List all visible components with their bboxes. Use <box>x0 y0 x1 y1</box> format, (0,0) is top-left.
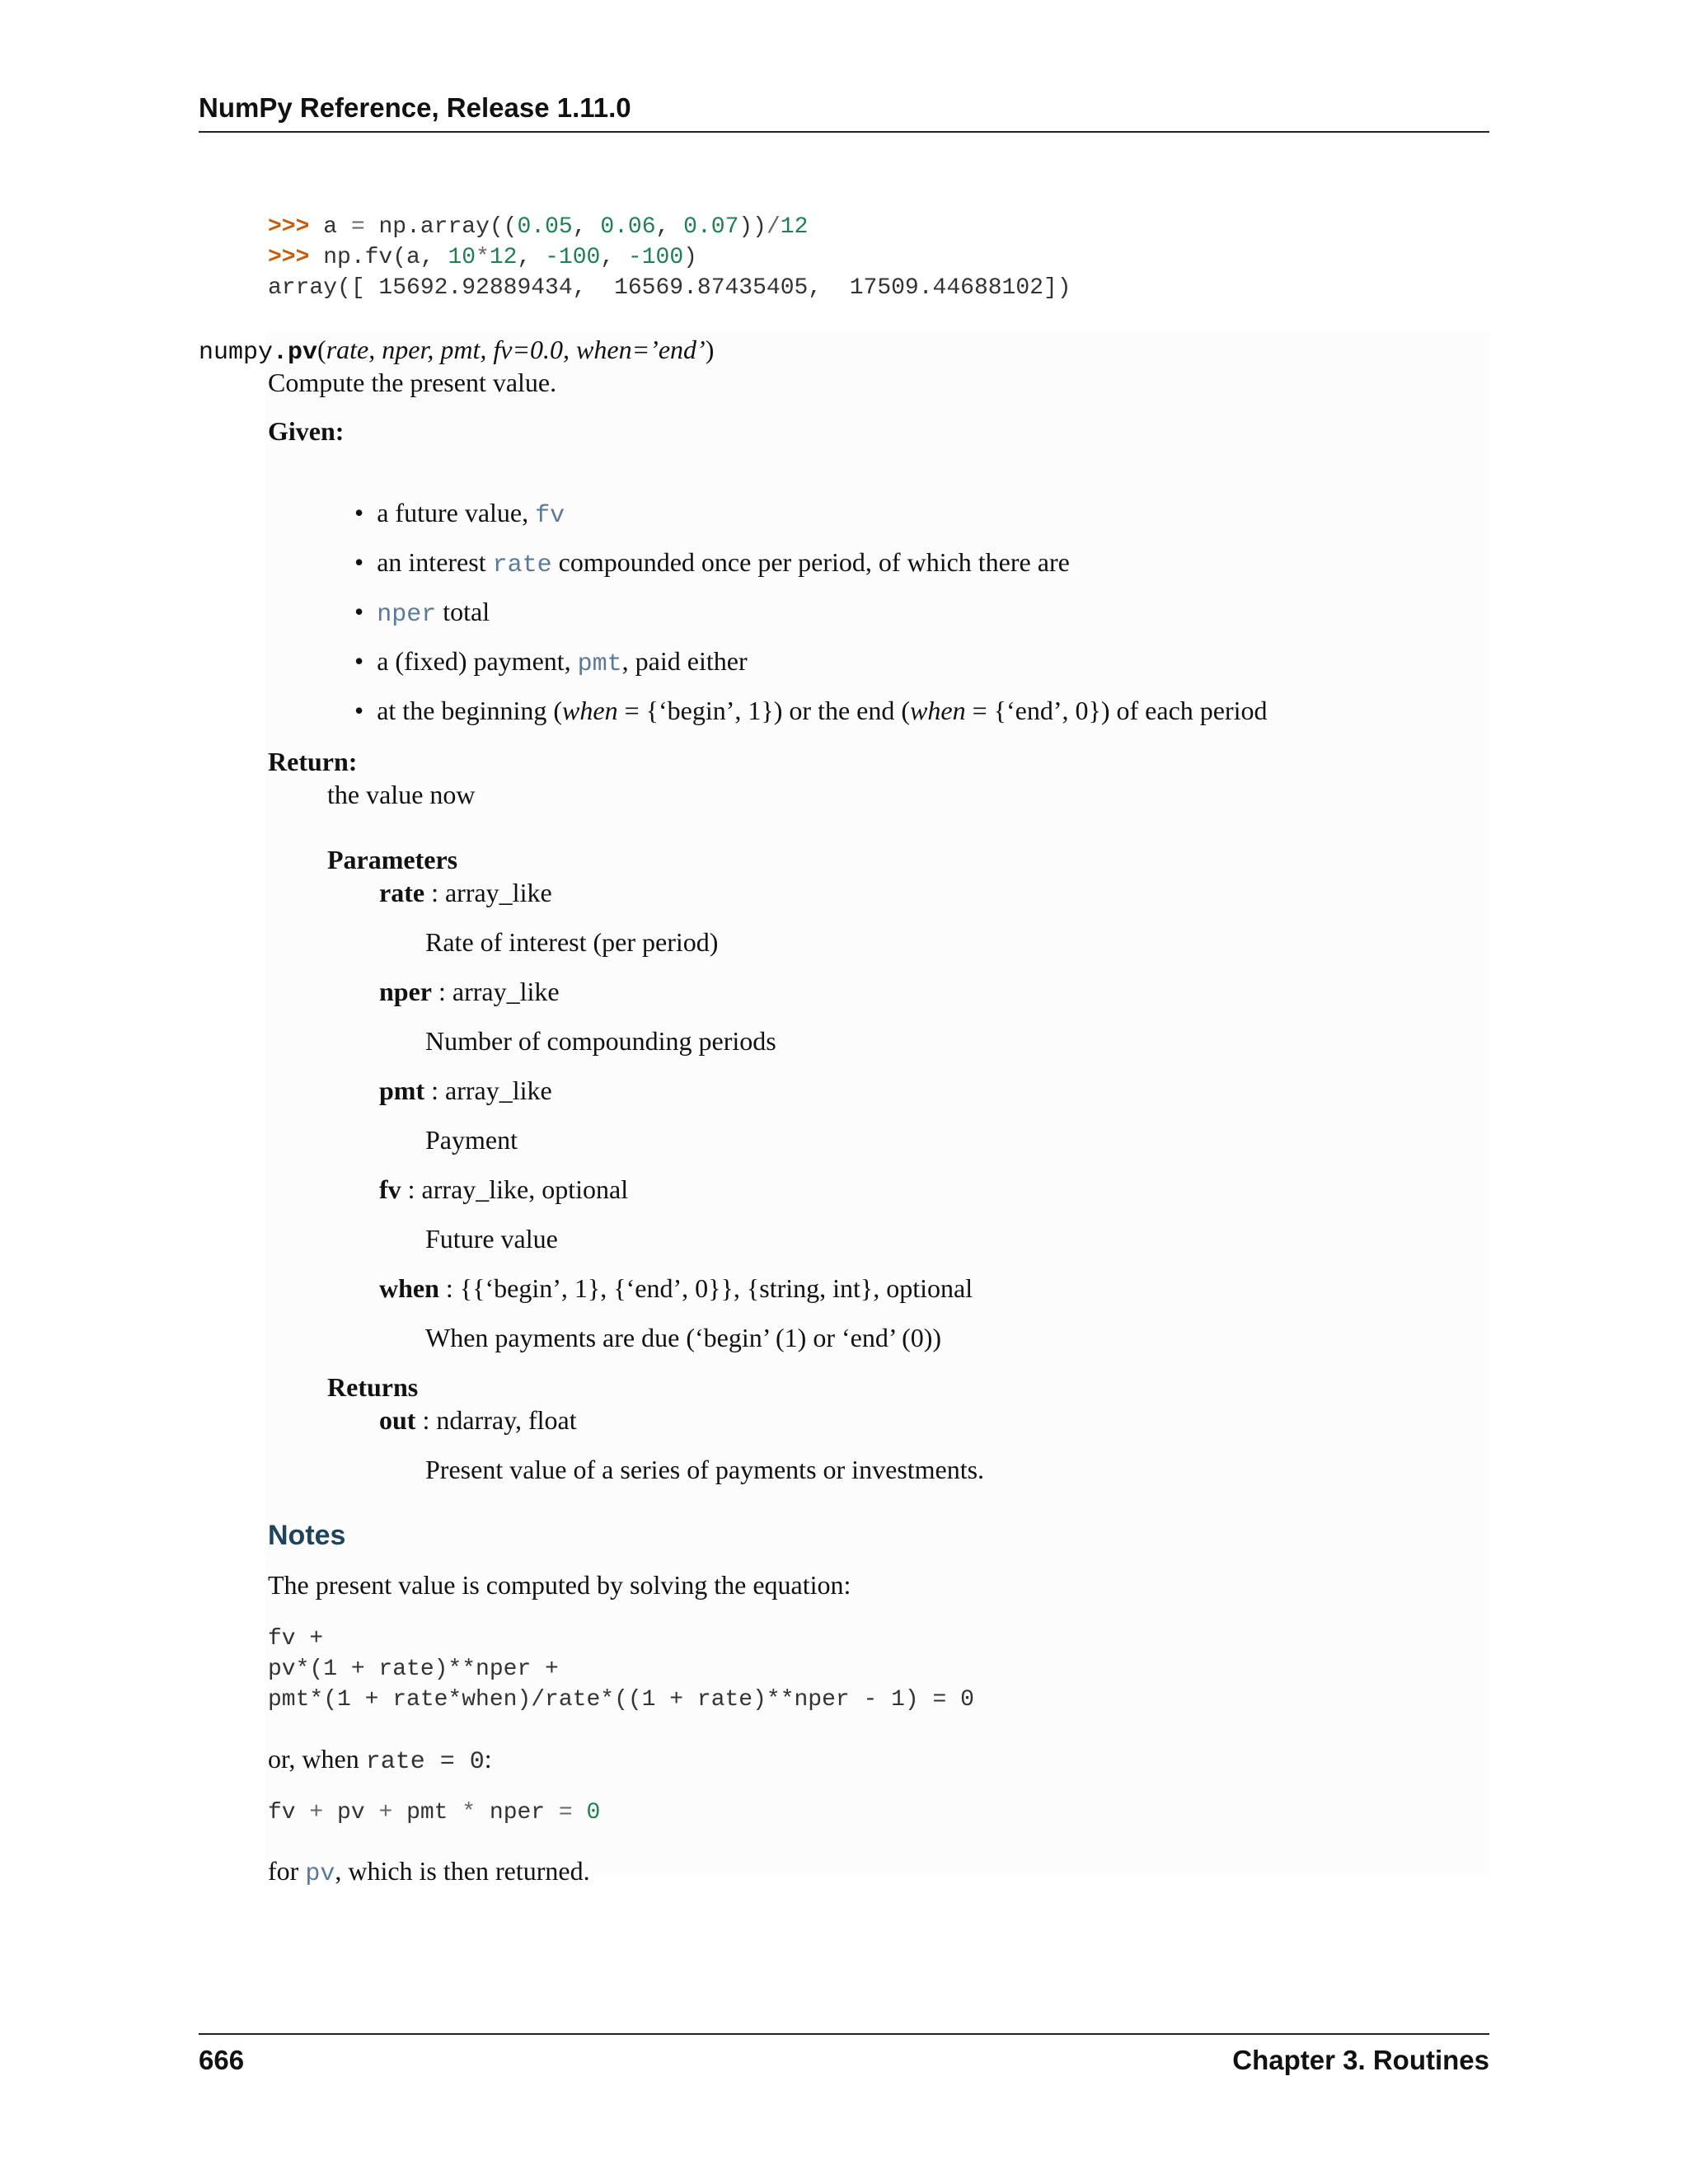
equation-line: fv + <box>268 1626 324 1652</box>
param-name: fv <box>379 1174 401 1204</box>
header-title: NumPy Reference, Release 1.11.0 <box>199 92 631 123</box>
code-text: , <box>600 245 628 270</box>
example-line-2 <box>268 241 697 274</box>
param-desc: When payments are due (‘begin’ (1) or ‘end’ (0)) <box>425 1323 942 1352</box>
notes-heading: Notes <box>268 1520 346 1551</box>
text: : <box>484 1744 492 1774</box>
signature-params: rate, nper, pmt, fv=0.0, when=’end’ <box>326 335 706 364</box>
page-footer <box>199 2033 1489 2075</box>
equation-line: pmt*(1 + rate*when)/rate*((1 + rate)**nper - 1) = 0 <box>268 1687 974 1713</box>
code-text: np.array(( <box>364 214 518 240</box>
prompt: >>> <box>268 214 310 240</box>
signature-module: numpy <box>199 339 274 367</box>
param-desc: Rate of interest (per period) <box>425 927 719 957</box>
code-num: -100 <box>545 245 601 270</box>
parameters-label <box>327 843 457 876</box>
return-label-text: Return: <box>268 747 358 776</box>
bullet-text: = {‘begin’, 1}) or the end ( <box>617 696 911 725</box>
code-text: pv <box>323 1800 379 1825</box>
code-num: 10 <box>448 245 476 270</box>
code-text: , <box>655 214 684 240</box>
code-op: * <box>462 1800 476 1825</box>
bullet-text: = {‘end’, 0}) of each period <box>965 696 1268 725</box>
param-type: : array_like <box>432 977 560 1006</box>
code-op: + <box>378 1800 393 1825</box>
bullet-text: when <box>562 696 618 725</box>
code-op: = <box>558 1800 573 1825</box>
code-text: ) <box>683 245 697 270</box>
param-name: when <box>379 1273 439 1303</box>
code-text: np.fv(a, <box>309 245 448 270</box>
bullet-text: when <box>910 696 966 725</box>
parameters-label-text: Parameters <box>327 845 458 874</box>
param-type: : array_like <box>424 878 552 907</box>
returns-desc: Present value of a series of payments or investments. <box>425 1455 985 1484</box>
param-nper <box>379 975 560 1008</box>
code-num: 0.06 <box>600 214 656 240</box>
param-pmt <box>379 1074 552 1107</box>
code-ref: nper <box>377 601 437 629</box>
return-text: the value now <box>327 780 476 809</box>
code-num: -100 <box>627 245 684 270</box>
return-label <box>268 745 357 778</box>
returns-label-text: Returns <box>327 1372 419 1402</box>
function-signature <box>199 333 714 369</box>
code-text: fv <box>268 1800 310 1825</box>
returns-type: : ndarray, float <box>415 1405 577 1435</box>
param-type: : array_like <box>424 1076 552 1105</box>
param-type: : {{‘begin’, 1}, {‘end’, 0}}, {string, int}, optional <box>438 1273 973 1303</box>
page-number: 666 <box>199 2045 245 2075</box>
notes-intro: The present value is computed by solving the equation: <box>268 1570 851 1600</box>
page-header <box>199 92 1489 133</box>
bullet-text: compounded once per period, of which there are <box>551 547 1070 577</box>
bullet-text: , paid either <box>621 646 748 676</box>
code-text: pmt <box>392 1800 462 1825</box>
code-text: , <box>572 214 601 240</box>
list-item: • at the beginning (when = {‘begin’, 1}) or the end (when = {‘end’, 0}) of each period <box>354 696 1268 725</box>
code-text: a <box>309 214 351 240</box>
list-item: • a (fixed) payment, pmt, paid either <box>354 646 748 678</box>
signature-func: .pv <box>273 339 318 367</box>
given-text: Given: <box>268 416 345 446</box>
param-name: pmt <box>379 1076 425 1105</box>
param-rate <box>379 876 552 909</box>
bullet-text: total <box>436 597 490 626</box>
code-op: + <box>309 1800 324 1825</box>
summary: Compute the present value. <box>268 368 557 397</box>
prompt: >>> <box>268 245 310 270</box>
code-num: 0.07 <box>683 214 739 240</box>
param-name: rate <box>379 878 425 907</box>
code-text <box>573 1800 587 1825</box>
list-item: • a future value, fv <box>354 498 565 530</box>
param-fv <box>379 1173 628 1206</box>
returns-out <box>379 1404 577 1436</box>
code-ref: fv <box>535 502 565 530</box>
equation-2 <box>268 1797 600 1830</box>
text: for <box>268 1856 306 1886</box>
text: or, when <box>268 1744 366 1774</box>
bullet-text: a future value, <box>377 498 536 527</box>
equation-line: pv*(1 + rate)**nper + <box>268 1657 559 1682</box>
param-when <box>379 1272 973 1305</box>
param-desc: Number of compounding periods <box>425 1026 776 1056</box>
code-num: 0 <box>586 1800 601 1825</box>
code-op: * <box>476 245 490 270</box>
signature-paren: ) <box>705 335 715 364</box>
code-op: / <box>766 214 781 240</box>
param-type: : array_like, optional <box>401 1174 629 1204</box>
list-item: • an interest rate compounded once per period, of which there are <box>354 547 1070 579</box>
code-text: nper <box>476 1800 559 1825</box>
param-desc: Future value <box>425 1224 558 1254</box>
bullet-text: a (fixed) payment, <box>377 646 578 676</box>
code-num: 0.05 <box>517 214 573 240</box>
code-op: = <box>350 214 365 240</box>
given-label <box>268 415 344 448</box>
code-num: 12 <box>489 245 518 270</box>
signature-paren: ( <box>317 335 326 364</box>
or-when <box>268 1742 492 1779</box>
code-text: )) <box>738 214 767 240</box>
final-line <box>268 1854 590 1891</box>
example-line-1 <box>268 211 808 244</box>
bullet-text: at the beginning ( <box>377 696 563 725</box>
param-name: nper <box>379 977 432 1006</box>
code-ref: pmt <box>577 650 622 678</box>
code-text: , <box>517 245 546 270</box>
example-output: array([ 15692.92889434, 16569.87435405, 17509.44688102]) <box>268 275 1071 301</box>
list-item: • nper total <box>354 597 490 629</box>
returns-name: out <box>379 1405 416 1435</box>
chapter-title: Chapter 3. Routines <box>1232 2045 1489 2075</box>
param-desc: Payment <box>425 1125 518 1155</box>
code-ref: rate <box>492 551 552 579</box>
returns-label <box>327 1371 418 1404</box>
code-ref: pv <box>305 1860 335 1888</box>
code-num: 12 <box>780 214 809 240</box>
bullet-text: an interest <box>377 547 493 577</box>
text: , which is then returned. <box>335 1856 590 1886</box>
inline-code: rate = 0 <box>365 1748 485 1776</box>
